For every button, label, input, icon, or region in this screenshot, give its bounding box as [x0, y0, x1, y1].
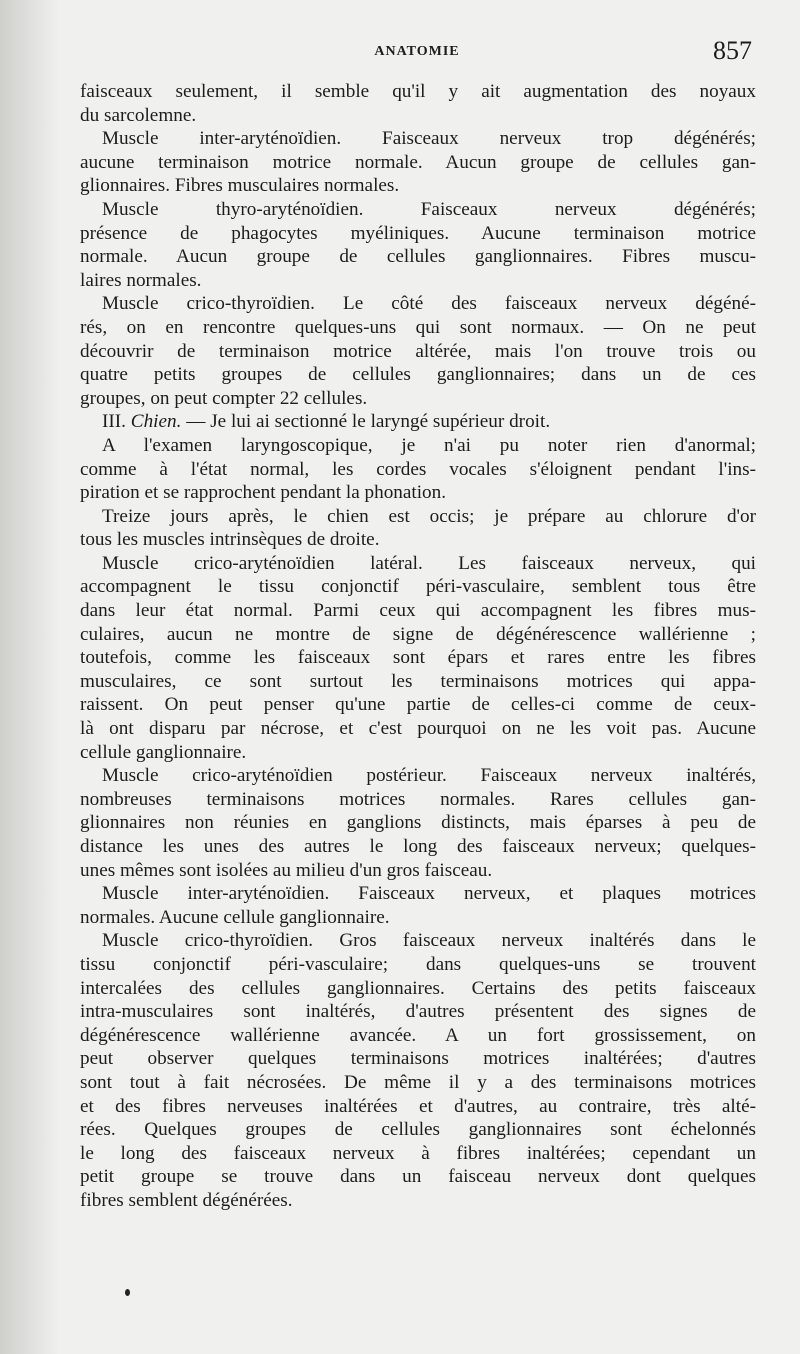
- page-edge-shadow: [0, 0, 60, 1354]
- text-line: rés, on en rencontre quelques-uns qui sont normaux. — On ne peut: [80, 316, 756, 338]
- running-head: ANATOMIE: [374, 44, 460, 59]
- page-header: [82, 36, 752, 70]
- text-line: du sarcolemne.: [80, 104, 197, 126]
- text-line: présence de phagocytes myéliniques. Aucune terminaison motrice: [80, 222, 756, 244]
- text-line: groupes, on peut compter 22 cellules.: [80, 387, 368, 409]
- section-subject: Chien.: [130, 411, 182, 433]
- text-line: Muscle crico-aryténoïdien latéral. Les faisceaux nerveux, qui: [102, 552, 756, 574]
- section-number: III.: [102, 411, 131, 433]
- text-line: quatre petits groupes de cellules ganglionnaires; dans un de ces: [80, 364, 756, 386]
- text-line: comme à l'état normal, les cordes vocales s'éloignent pendant l'ins-: [80, 458, 756, 480]
- text-line: dégénérescence wallérienne avancée. A un fort grossissement, on: [80, 1024, 756, 1046]
- text-line: raissent. On peut penser qu'une partie de celles-ci comme de ceux-: [80, 694, 756, 716]
- text-line: fibres semblent dégénérées.: [80, 1189, 293, 1211]
- text-line: accompagnent le tissu conjonctif péri-vasculaire, semblent tous être: [80, 576, 756, 598]
- text-line: petit groupe se trouve dans un faisceau nerveux dont quelques: [80, 1166, 756, 1188]
- text-line: Muscle crico-thyroïdien. Le côté des faisceaux nerveux dégéné-: [102, 293, 756, 315]
- text-line: A l'examen laryngoscopique, je n'ai pu noter rien d'anormal;: [102, 434, 756, 456]
- text-line: Muscle thyro-aryténoïdien. Faisceaux nerveux dégénérés;: [102, 198, 756, 220]
- text-line: Treize jours après, le chien est occis; je prépare au chlorure d'or: [102, 505, 756, 527]
- text-line: le long des faisceaux nerveux à fibres inaltérées; cependant un: [80, 1142, 756, 1164]
- text-line: laires normales.: [80, 269, 202, 291]
- text-line: culaires, aucun ne montre de signe de dégénérescence wallérienne ;: [80, 623, 756, 645]
- text-line: intra-musculaires sont inaltérés, d'autres présentent des signes de: [80, 1001, 756, 1023]
- page-number: 857: [713, 36, 752, 65]
- text-line: tissu conjonctif péri-vasculaire; dans quelques-uns se trouvent: [80, 953, 756, 975]
- text-line: cellule ganglionnaire.: [80, 741, 247, 763]
- text-line: découvrir de terminaison motrice altérée, mais l'on trouve trois ou: [80, 340, 756, 362]
- text-line: Muscle crico-thyroïdien. Gros faisceaux nerveux inaltérés dans le: [102, 930, 756, 952]
- text-line: toutefois, comme les faisceaux sont épars et rares entre les fibres: [80, 647, 756, 669]
- text-line: intercalées des cellules ganglionnaires. Certains des petits faisceaux: [80, 977, 756, 999]
- text-line: unes mêmes sont isolées au milieu d'un gros faisceau.: [80, 859, 493, 881]
- text-line: rées. Quelques groupes de cellules ganglionnaires sont échelonnés: [80, 1119, 756, 1141]
- text-line: tous les muscles intrinsèques de droite.: [80, 529, 380, 551]
- text-line: Muscle crico-aryténoïdien postérieur. Faisceaux nerveux inaltérés,: [102, 765, 756, 787]
- text-line: normales. Aucune cellule ganglionnaire.: [80, 906, 390, 928]
- text-line: peut observer quelques terminaisons motrices inaltérées; d'autres: [80, 1048, 756, 1070]
- text-line: musculaires, ce sont surtout les terminaisons motrices qui appa-: [80, 670, 756, 692]
- section-text: — Je lui ai sectionné le laryngé supérieur droit.: [181, 411, 551, 433]
- text-line: dans leur état normal. Parmi ceux qui accompagnent les fibres mus-: [80, 600, 756, 622]
- text-line: [80, 410, 756, 434]
- text-line: là ont disparu par nécrose, et c'est pourquoi on ne les voit pas. Aucune: [80, 718, 756, 740]
- text-line: faisceaux seulement, il semble qu'il y ait augmentation des noyaux: [80, 81, 756, 102]
- text-line: nombreuses terminaisons motrices normales. Rares cellules gan-: [80, 788, 756, 810]
- body-text: [80, 80, 756, 1213]
- text-line: glionnaires. Fibres musculaires normales.: [80, 175, 400, 197]
- text-line: et des fibres nerveuses inaltérées et d'autres, au contraire, très alté-: [80, 1095, 756, 1117]
- text-line: normale. Aucun groupe de cellules ganglionnaires. Fibres muscu-: [80, 246, 756, 268]
- text-line: piration et se rapprochent pendant la phonation.: [80, 482, 447, 504]
- text-line: sont tout à fait nécrosées. De même il y a des terminaisons motrices: [80, 1071, 756, 1093]
- ink-mark: [125, 1289, 130, 1296]
- text-line: Muscle inter-aryténoïdien. Faisceaux nerveux trop dégénérés;: [102, 128, 756, 150]
- text-line: aucune terminaison motrice normale. Aucun groupe de cellules gan-: [80, 151, 756, 173]
- text-line: Muscle inter-aryténoïdien. Faisceaux nerveux, et plaques motrices: [102, 883, 756, 905]
- text-line: glionnaires non réunies en ganglions distincts, mais éparses à peu de: [80, 812, 756, 834]
- text-line: distance les unes des autres le long des faisceaux nerveux; quelques-: [80, 836, 756, 857]
